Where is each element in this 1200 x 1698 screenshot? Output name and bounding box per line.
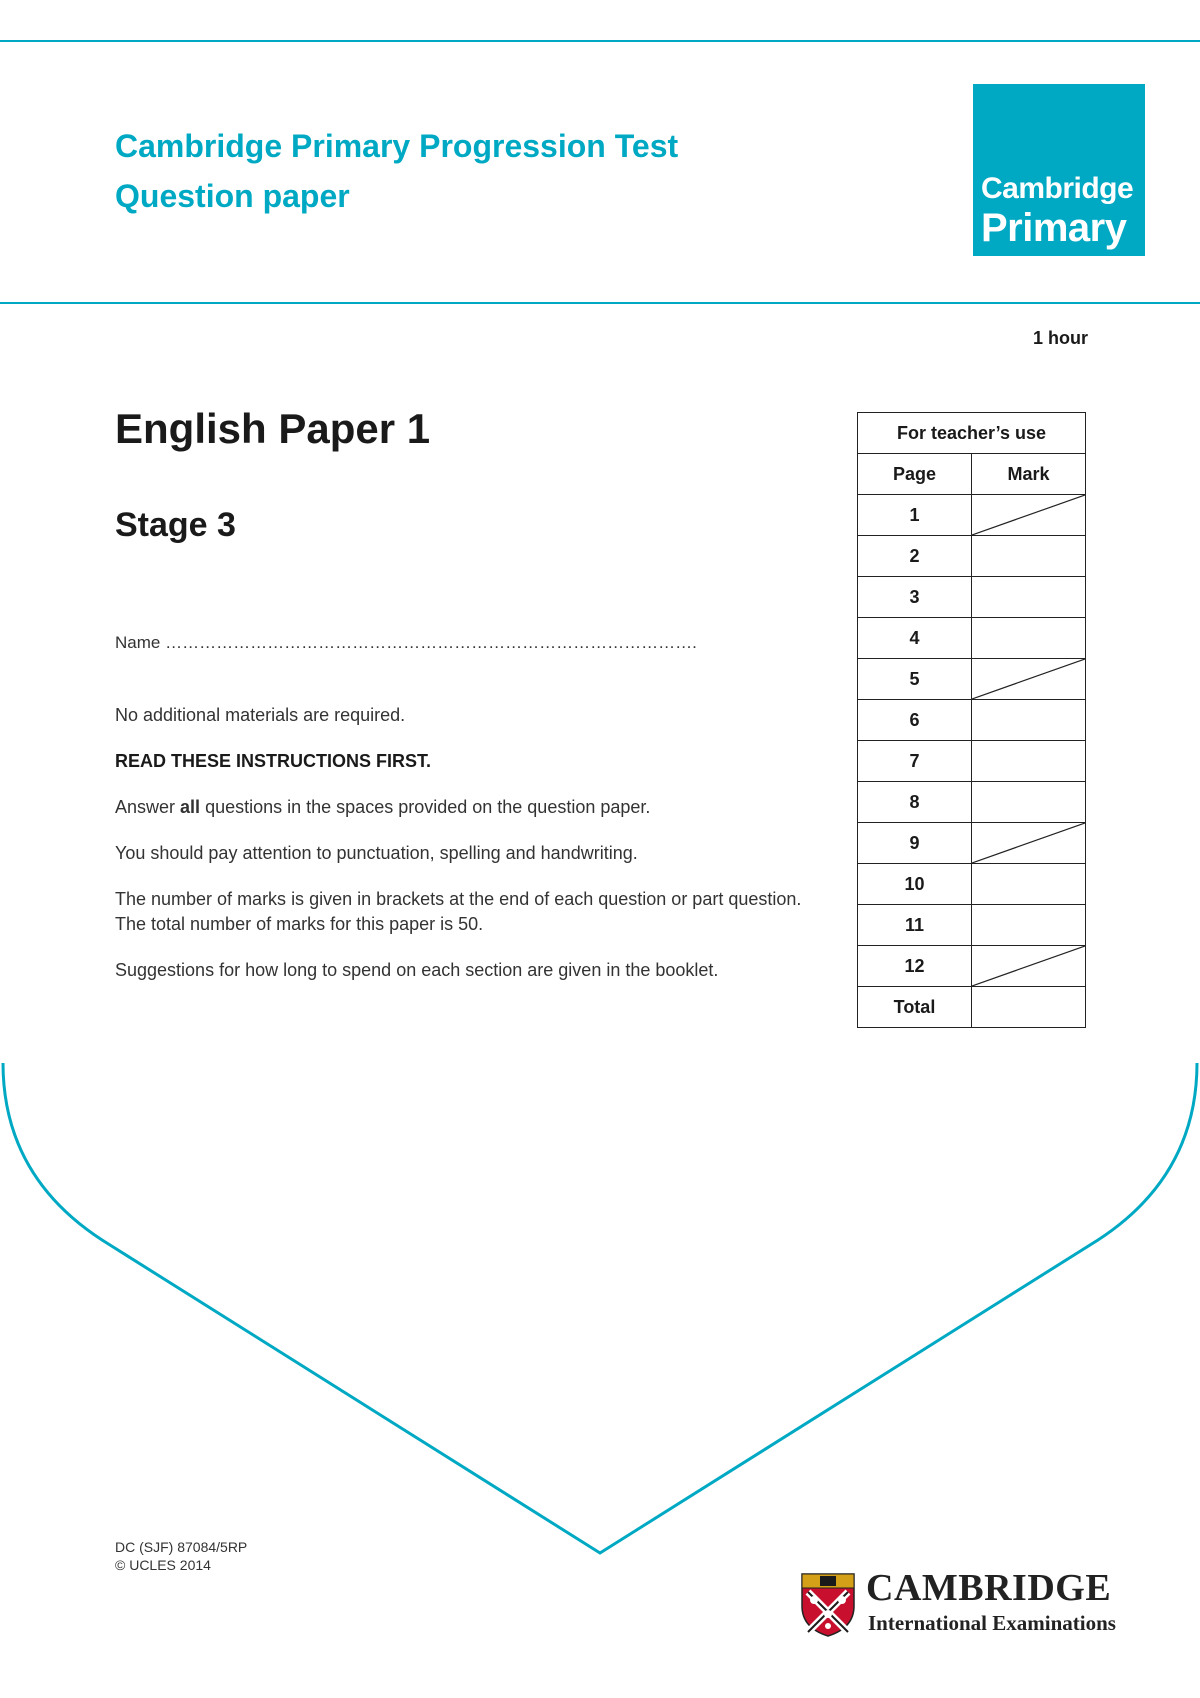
logo-text-primary: Primary <box>981 206 1127 250</box>
column-header-page: Page <box>858 454 972 495</box>
header-title: Cambridge Primary Progression Test <box>115 128 679 164</box>
name-dotted-line[interactable]: …………………………………………………………………………………. <box>165 633 697 652</box>
page-number-cell: 9 <box>858 823 972 864</box>
page-number-cell: 12 <box>858 946 972 987</box>
read-first-heading: READ THESE INSTRUCTIONS FIRST. <box>115 751 432 771</box>
page-number-cell: 5 <box>858 659 972 700</box>
materials-note: No additional materials are required. <box>115 705 406 725</box>
suggestions-instruction: Suggestions for how long to spend on each section are given in the booklet. <box>115 960 719 980</box>
copyright: © UCLES 2014 <box>115 1557 211 1573</box>
answer-prefix: Answer <box>115 797 176 817</box>
paper-title: English Paper 1 <box>115 405 431 452</box>
column-header-mark: Mark <box>972 454 1086 495</box>
name-label: Name <box>115 633 161 652</box>
page-number-cell: 7 <box>858 741 972 782</box>
footer-code-block <box>115 1538 247 1574</box>
answer-suffix: questions in the spaces provided on the question paper. <box>205 797 651 817</box>
logo-text-cambridge: Cambridge <box>981 172 1134 205</box>
page-number-cell: 6 <box>858 700 972 741</box>
page-number-cell: 1 <box>858 495 972 536</box>
page-number-cell: 10 <box>858 864 972 905</box>
page-number-cell: 3 <box>858 577 972 618</box>
answer-emphasis: all <box>180 797 201 817</box>
page-number-cell: 2 <box>858 536 972 577</box>
total-label: Total <box>858 987 972 1028</box>
cambridge-wordmark: CAMBRIDGE <box>866 1567 1112 1609</box>
stage-label: Stage 3 <box>115 506 236 544</box>
cie-subtitle: International Examinations <box>868 1611 1116 1635</box>
punctuation-instruction: You should pay attention to punctuation, spelling and handwriting. <box>115 843 638 863</box>
page-number-cell: 8 <box>858 782 972 823</box>
document-code: DC (SJF) 87084/5RP <box>115 1539 248 1555</box>
cambridge-crest-icon <box>800 1572 856 1638</box>
shield-curve <box>3 1063 1197 1553</box>
page-number-cell: 11 <box>858 905 972 946</box>
table-title: For teacher’s use <box>858 413 1086 454</box>
page-number-cell: 4 <box>858 618 972 659</box>
exam-duration: 1 hour <box>1032 328 1088 348</box>
header-subtitle: Question paper <box>115 178 350 214</box>
marks-instruction: The number of marks is given in brackets at the end of each question or part question. The total number of marks for this paper is 50. <box>115 889 802 934</box>
